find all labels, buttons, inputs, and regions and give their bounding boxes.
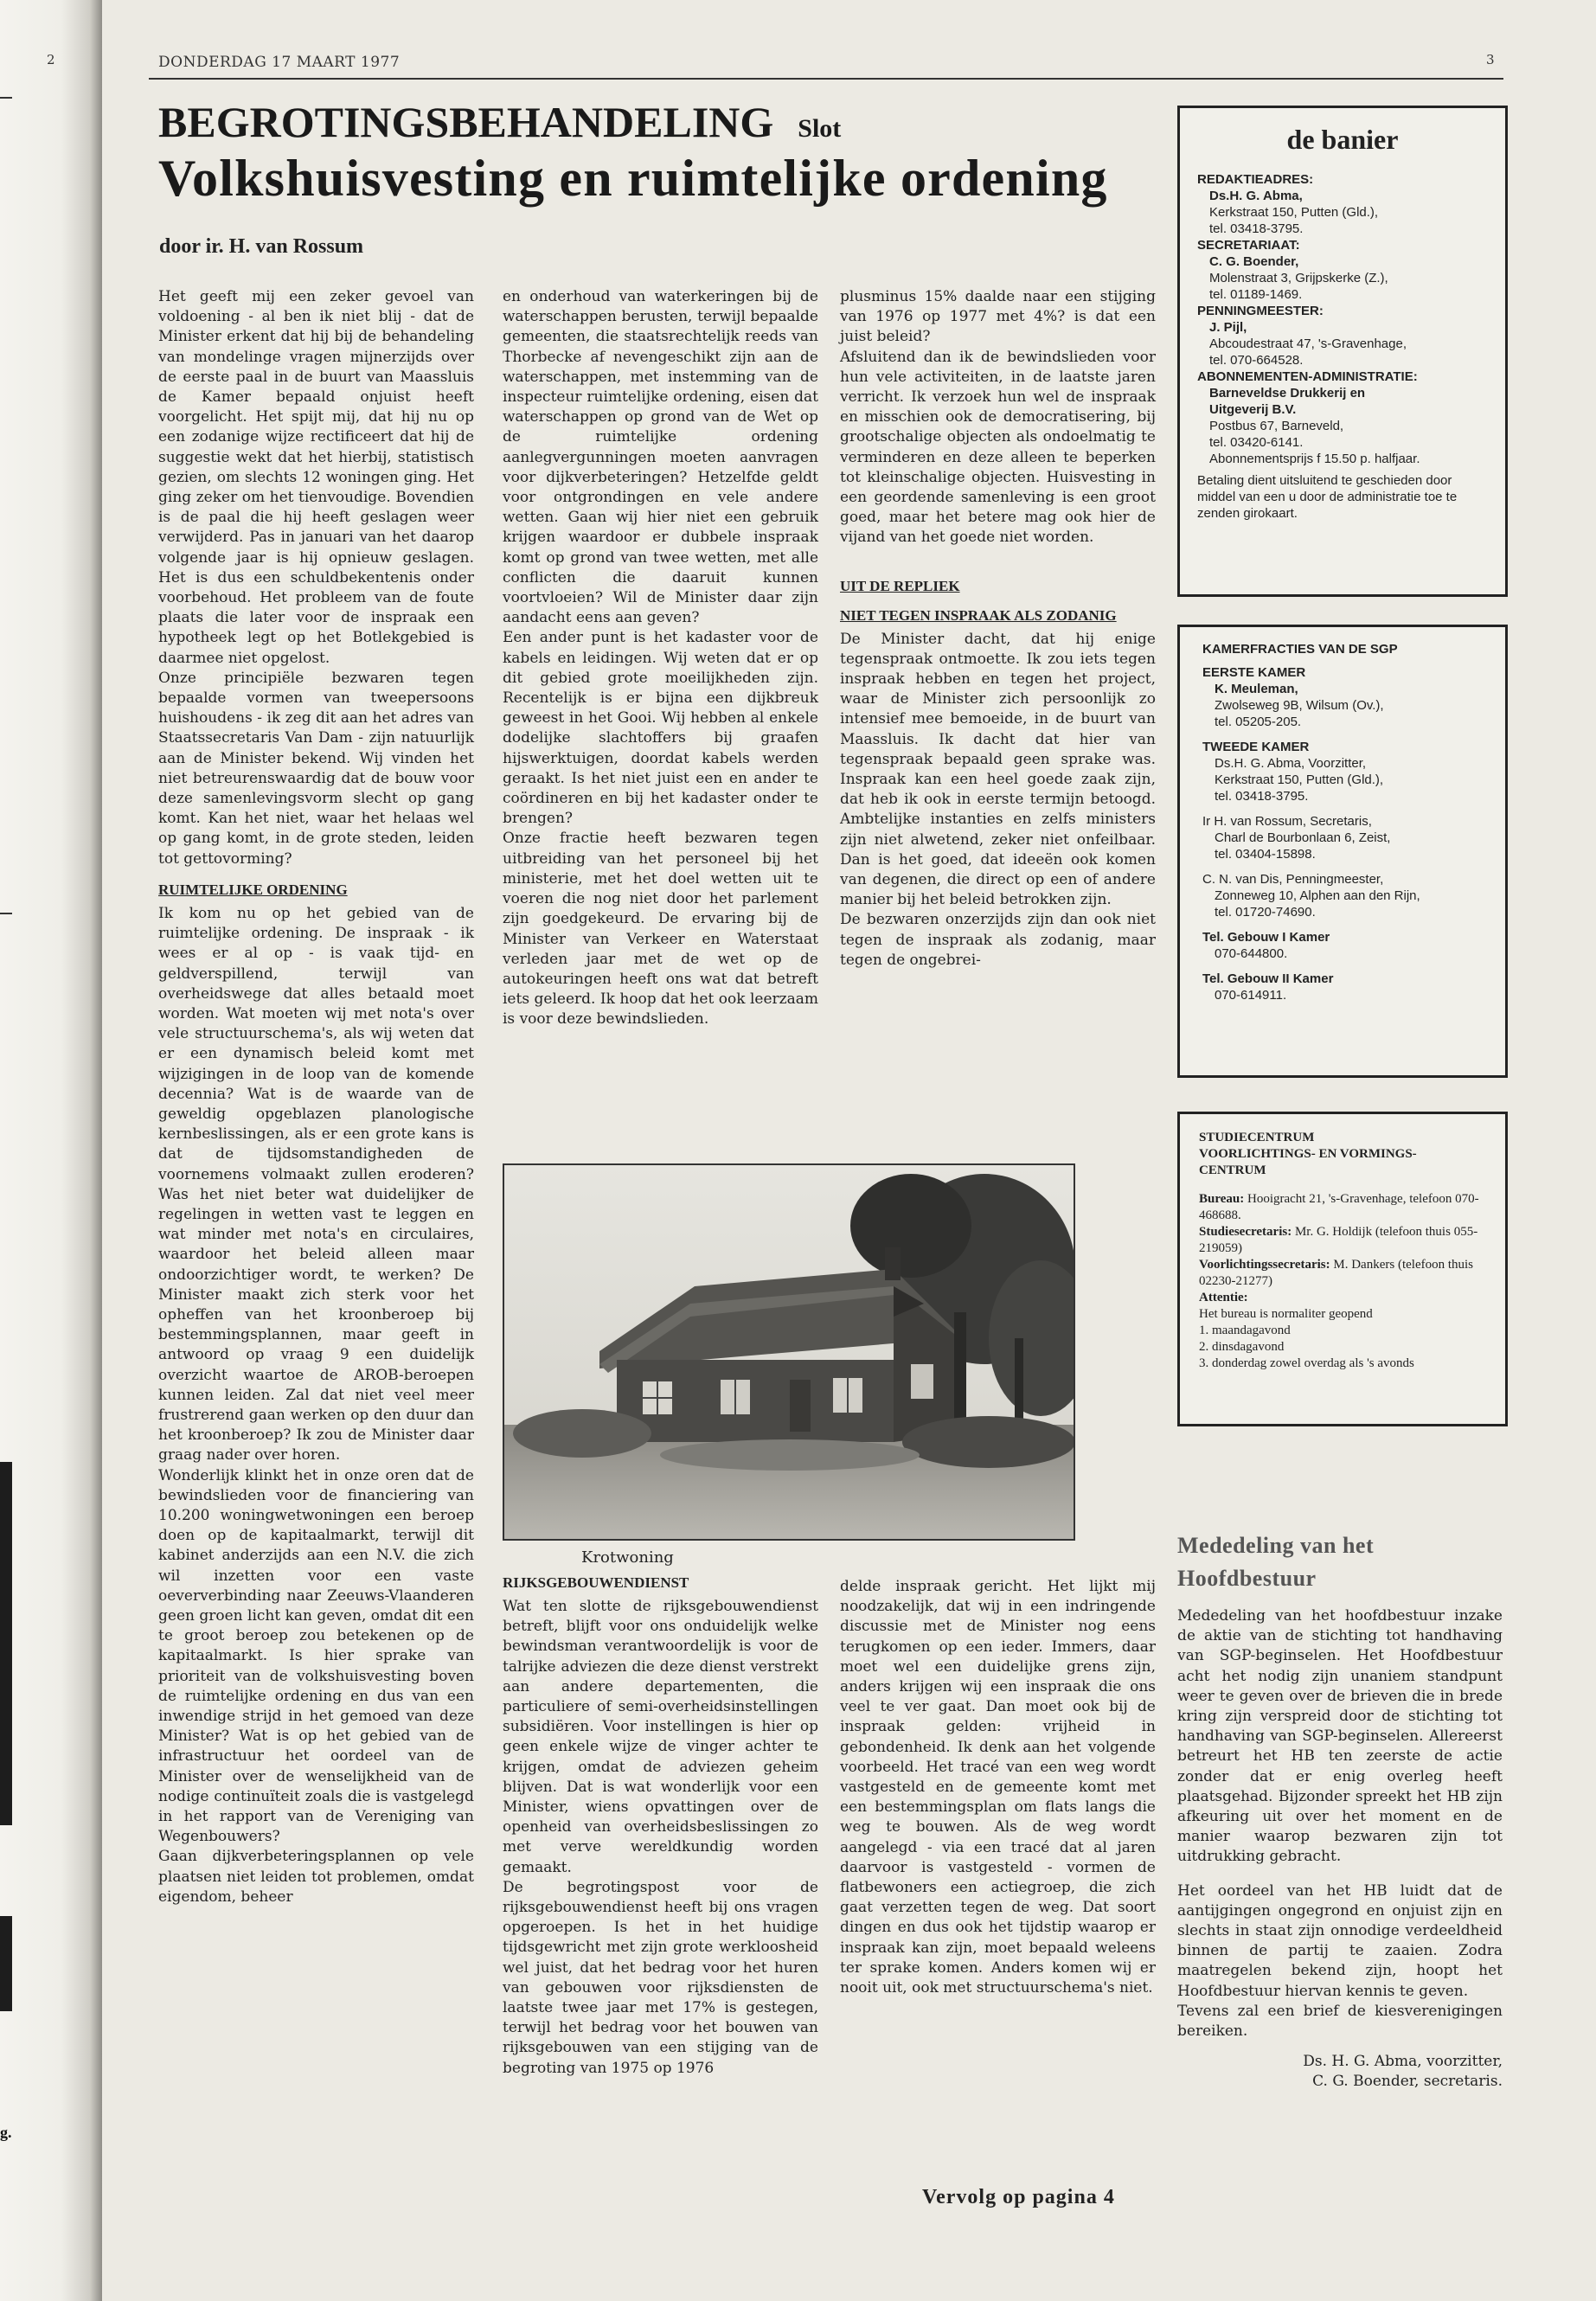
continued-notice: Vervolg op pagina 4: [922, 2186, 1115, 2208]
paragraph: Ik kom nu op het gebied van de ruimtelijke ordening. De inspraak - ik wees er al op - is vaak tijd- en geldverspillend, terwijl van overheidswege dat alles betaald moet worden. Wat moeten wij met nota's over vele structuurschema's, als wij weten dat er een dynamisch beleid komt met wijzigingen in de loop van de komende decennia? Wat is de waarde van de geweldig opgeblazen planologische kernbeslissingen, als er een grote kans is dat de tijdsomstandigheden de voornemens volmaakt zullen eroderen? Was het niet beter wat duidelijker de regelingen in wetten vast te leggen en wat minder met nota's en circulaires, waardoor het beleid alleen maar ondoorzichtiger wordt, te werken? De Minister maakt zich sterk voor het opheffen van het kroonberoep bij bestemmingsplannen, maar geeft in antwoord op vraag 9 een duidelijk overzicht waartoe de AROB-beroepen kunnen leiden. Zal dat niet veel meer frustrerend gaan werken op den duur dan het kroonberoep? Ik zou de Minister daar graag nader over horen.: [158, 904, 474, 1465]
value: 070-644800.: [1215, 946, 1288, 961]
paragraph: en onderhoud van waterkeringen bij de waterschappen berusten, terwijl bepaalde gemeenten, die staatsrechtelijk reeds van Thorbecke af nevengeschikt zijn aan de waterschappen, met instemming van de inspecteur ruimtelijke ordening, eisen dat waterschappen op grond van de Wet op de ruimtelijke ordening aanlegvergunningen moeten aanvragen voor dijkverbeteringen? Hetzelfde geldt voor ontgrondingen en vele andere wetten. Gaan wij hier niet een gebruik krijgen waardoor er dubbele inspraak komt op grond van twee wetten, met alle conflicten die daaruit kunnen voortvloeien? Wil de Minister daar zijn aandacht eens aan geven?: [503, 288, 818, 627]
value: tel. 070-664528.: [1209, 353, 1304, 368]
article-column-1: [158, 287, 474, 1907]
label-eerste-kamer: EERSTE KAMER: [1202, 665, 1306, 680]
value: J. Pijl,: [1209, 320, 1247, 335]
paragraph: plusminus 15% daalde naar een stijging van 1976 op 1977 met 4%? is dat een juist beleid?: [840, 288, 1156, 346]
box-title: KAMERFRACTIES VAN DE SGP: [1202, 642, 1398, 657]
gutter-dark-block: [0, 1916, 12, 2011]
value: K. Meuleman,: [1215, 682, 1298, 696]
value: Ir H. van Rossum, Secretaris,: [1202, 814, 1372, 829]
label-studie: Studiesecretaris:: [1199, 1225, 1292, 1239]
value: Charl de Bourbonlaan 6, Zeist,: [1215, 830, 1391, 845]
label-secretariaat: SECRETARIAAT:: [1197, 238, 1300, 253]
section-subheading: NIET TEGEN INSPRAAK ALS ZODANIG: [840, 606, 1117, 624]
value: Postbus 67, Barneveld,: [1209, 419, 1344, 433]
value: Abonnementsprijs f 15.50 p. halfjaar.: [1209, 452, 1420, 466]
label-tweede-kamer: TWEEDE KAMER: [1202, 740, 1310, 754]
box-title: CENTRUM: [1199, 1163, 1266, 1177]
article-column-2: [503, 287, 818, 1030]
studycenter-box: [1177, 1112, 1508, 1426]
value: Het bureau is normaliter geopend: [1199, 1307, 1373, 1321]
paragraph: Mededeling van het hoofdbestuur inzake de aktie van de stichting tot handhaving van SGP-beginselen. Het Hoofdbestuur acht het nodig zijn unaniem standpunt weer te geven over de brieven die in brede kring zijn verspreid door de stichting tot handhaving van SGP-beginselen. Allereerst betreurt het HB ten zeerste de actie zonder dat er enig overleg heeft plaatsgehad. Bijzonder spreekt het HB zijn afkeuring uit over het moment en de manier waarop bezwaren zijn tot uitdrukking gebracht.: [1177, 1607, 1503, 1866]
value: tel. 01720-74690.: [1215, 905, 1316, 920]
notice-title: Mededeling van het: [1177, 1533, 1375, 1558]
section-heading: UIT DE REPLIEK: [840, 577, 960, 594]
value: tel. 03418-3795.: [1209, 221, 1304, 236]
value: 2. dinsdagavond: [1199, 1340, 1285, 1354]
article-headline: Volkshuisvesting en ruimtelijke ordening: [158, 150, 1108, 207]
kicker-text: BEGROTINGSBEHANDELING: [158, 98, 774, 146]
paragraph: Een ander punt is het kadaster voor de kabels en leidingen. Wij weten dat er op dit gebied grote moeilijkheden zijn. Recentelijk is er bijna een dijkbreuk geweest in het Gooi. Wij hebben al enkele dodelijke slachtoffers bij graafen hijswerktuigen, doordat kabels werden geraakt. Is het niet juist een en ander te coördineren en bij het kadaster onder te brengen?: [503, 629, 818, 828]
running-header: DONDERDAG 17 MAART 1977: [158, 54, 401, 71]
photo-caption: Krotwoning: [581, 1548, 674, 1567]
signature: C. G. Boender, secretaris.: [1312, 2073, 1503, 2091]
label-attentie: Attentie:: [1199, 1291, 1248, 1304]
box-title: STUDIECENTRUM: [1199, 1131, 1315, 1144]
notice-column: [1177, 1606, 1503, 2093]
article-kicker: [158, 97, 841, 147]
label-penningmeester: PENNINGMEESTER:: [1197, 304, 1324, 318]
article-column-3: [840, 287, 1156, 971]
value: Barneveldse Drukkerij en: [1209, 386, 1366, 401]
gutter-rule: [0, 97, 12, 99]
section-heading: RIJKSGEBOUWENDIENST: [503, 1574, 689, 1591]
value: Zwolseweg 9B, Wilsum (Ov.),: [1215, 698, 1384, 713]
facing-page-gutter: [0, 0, 102, 2301]
value: tel. 03404-15898.: [1215, 847, 1316, 862]
value: 3. donderdag zowel overdag als 's avonds: [1199, 1356, 1414, 1370]
gutter-dark-block: [0, 1462, 12, 1825]
masthead-title: de banier: [1286, 124, 1399, 155]
value: C. N. van Dis, Penningmeester,: [1202, 872, 1384, 887]
paragraph: Wonderlijk klinkt het in onze oren dat de bewindslieden voor de financiering van 10.200 woningwetwoningen een beroep doen op de kapitaalmarkt, terwijl dit kabinet anderzijds aan een N.V. die zich wil inzetten voor een vaste oeververbinding naar Zeeuws-Vlaanderen geen groen licht kan geven, omdat dit een te groot beroep zou betekenen op de kapitaalmarkt. Is hier sprake van prioriteit van de volkshuisvesting boven de ruimtelijke ordening en dus van een inwendige strijd in het gemoed van deze Minister? Wat is op het gebied van de infrastructuur het oordeel van de Minister over de wenselijkheid van de nodige continuïteit zoals die is vastgelegd in het rapport van de Vereniging van Wegenbouwers?: [158, 1466, 474, 1846]
value: tel. 03418-3795.: [1215, 789, 1309, 804]
article-column-3-lower: [840, 1577, 1156, 1998]
masthead-box: [1177, 106, 1508, 597]
paragraph: Afsluitend dan ik de bewindslieden voor hun vele activiteiten, in de laatste jaren verricht. Ik verzoek hun wel de inspraak en misschien ook de democratisering, bij grootschalige objecten als ondoelmatig te verminderen en deze alleen te beperken tot kleinschalige objecten. Huisvesting in een geordende samenleving is een groot goed, maar het betere mag ook hier de vijand van het goede niet worden.: [840, 348, 1156, 547]
parliament-box: [1177, 625, 1508, 1078]
house-photo-illustration: [504, 1165, 1074, 1539]
gutter-fragment: g.: [0, 2124, 12, 2141]
value: Kerkstraat 150, Putten (Gld.),: [1209, 205, 1379, 220]
label-abonnementen: ABONNEMENTEN-ADMINISTRATIE:: [1197, 369, 1418, 384]
value: Hooigracht 21, 's-Gravenhage, telefoon 070-468688.: [1199, 1192, 1479, 1222]
payment-note: Betaling dient uitsluitend te geschieden door middel van een u door de administratie toe te zenden girokaart.: [1197, 473, 1458, 521]
box-title: VOORLICHTINGS- EN VORMINGS-: [1199, 1147, 1417, 1161]
paragraph: De bezwaren onzerzijds zijn dan ook niet tegen de inspraak als zodanig, maar tegen de ongebrei-: [840, 911, 1156, 969]
value: Molenstraat 3, Grijpskerke (Z.),: [1209, 271, 1388, 285]
right-page-number: 3: [1486, 52, 1495, 67]
left-page-number: 2: [47, 52, 55, 67]
header-rule: [149, 78, 1503, 80]
paragraph: Wat ten slotte de rijksgebouwendienst betreft, blijft voor ons onduidelijk welke bewindsman verantwoordelijk is voor de talrijke adviezen die deze dienst verstrekt aan andere departementen, die particuliere of semi-overheidsinstellingen subsidiëren. Voor instellingen is hier op geen enkele wijze de vinger achter te krijgen, omdat de adviezen geheim blijven. Dat is wat wonderlijk voor een Minister, wiens opvattingen over de openheid van overheidsbeslissingen zo met verve wereldkundig worden gemaakt.: [503, 1598, 818, 1876]
paragraph: delde inspraak gericht. Het lijkt mij noodzakelijk, dat wij in een indringende discussie met de Minister nog eens terugkomen op een ieder. Immers, daar moet wel een duidelijke grens zijn, anders krijgen wij een inspraak die ons veel te ver gaat. Dan moet ook bij de inspraak gelden: vrijheid in gebondenheid. Ik denk aan het volgende voorbeeld. Het tracé van een weg wordt vastgesteld en de gemeente komt met een bestemmingsplan om flats langs die weg te bouwen. Als de weg wordt aangelegd - via een tracé dat al jaren daarvoor is vastgesteld - vormen de flatbewoners een actiegroep, die zich gaat verzetten tegen de weg. Dat soort dingen en dus ook het tijdstip waarop er inspraak kan zijn, moet bepaald weleens ter sprake komen. Anders komen wij er nooit uit, ook met structuurschema's niet.: [840, 1578, 1156, 1997]
signature: Ds. H. G. Abma, voorzitter,: [1303, 2053, 1503, 2071]
label-redactie: REDAKTIEADRES:: [1197, 172, 1314, 187]
value: Tel. Gebouw I Kamer: [1202, 930, 1330, 945]
paragraph: Onze fractie heeft bezwaren tegen uitbreiding van het personeel bij het ministerie, met het doel wetten uit te voeren die nog niet door het parlement zijn goedgekeurd. De ervaring bij de Minister van Verkeer en Waterstaat verleden jaar met de wet op de autokeuringen heeft ons wat dat betreft iets geleerd. Ik hoop dat het ook leerzaam is voor deze bewindslieden.: [503, 830, 818, 1029]
label-voorlichting: Voorlichtingssecretaris:: [1199, 1258, 1330, 1272]
value: Ds.H. G. Abma,: [1209, 189, 1303, 203]
value: tel. 03420-6141.: [1209, 435, 1304, 450]
paragraph: Het oordeel van het HB luidt dat de aantijgingen ongegrond en onjuist zijn en slechts in staat zijn onnodige verdeeldheid binnen de partij te zaaien. Zodra maatregelen bekend zijn, hoopt het Hoofdbestuur hiervan kennis te geven.: [1177, 1881, 1503, 2000]
paragraph: Het geeft mij een zeker gevoel van voldoening - al ben ik niet blij - dat de Minister erkent dat hij bij de behandeling van mondelinge vragen mijnerzijds over de eerste paal in de buurt van Maassluis de Kamer bepaald onjuist heeft voorgelicht. Het spijt mij, dat hij nu op een zodanige wijze rectificeert dat hij de suggestie wekt dat het hierbij, statistisch gezien, om slechts 12 woningen ging. Het ging zeker om het tienvoudige. Bovendien is de paal die hij heeft geslagen weer verwijderd. Pas in januari van het daarop volgende jaar is hij opnieuw geslagen. Het is dus een schuldbekentenis onder voorbehoud. Het probleem van de foute plaats die later voor de inspraak een hypotheek legt op het Botlekgebied is daarmee niet opgelost.: [158, 288, 474, 667]
notice-title: Hoofdbestuur: [1177, 1566, 1317, 1591]
paragraph: Gaan dijkverbeteringsplannen op vele plaatsen niet leiden tot problemen, omdat eigendom, beheer: [158, 1848, 474, 1906]
section-heading: RUIMTELIJKE ORDENING: [158, 881, 348, 898]
value: M. Dankers (telefoon thuis 02230-21277): [1199, 1258, 1474, 1288]
value: tel. 01189-1469.: [1209, 287, 1303, 302]
kicker-tag: Slot: [798, 114, 842, 143]
paragraph: Onze principiële bezwaren tegen bepaalde vormen van tweepersoons huishoudens - ik zeg dit aan het adres van Staatssecretaris Van Dam - zijn natuurlijk aan de Minister bekend. Wij vinden het niet betreurenswaardig dat de bouw voor deze samenlevingsvorm slecht op gang komt. Kan het niet, waar het helaas wel op gang komt, in de grote steden, leiden tot gettovorming?: [158, 669, 474, 868]
label-bureau: Bureau:: [1199, 1192, 1245, 1206]
value: C. G. Boender,: [1209, 254, 1299, 269]
byline: door ir. H. van Rossum: [159, 235, 364, 258]
value: Mr. G. Holdijk (telefoon thuis 055-219059): [1199, 1225, 1478, 1255]
photo-krotwoning: [503, 1163, 1075, 1541]
value: Kerkstraat 150, Putten (Gld.),: [1215, 772, 1384, 787]
paragraph: Tevens zal een brief de kiesverenigingen bereiken.: [1177, 2002, 1503, 2041]
value: tel. 05205-205.: [1215, 715, 1302, 729]
value: Abcoudestraat 47, 's-Gravenhage,: [1209, 336, 1407, 351]
value: Uitgeverij B.V.: [1209, 402, 1297, 417]
value: Ds.H. G. Abma, Voorzitter,: [1215, 756, 1367, 771]
value: Zonneweg 10, Alphen aan den Rijn,: [1215, 888, 1420, 903]
paragraph: De Minister dacht, dat hij enige tegenspraak ontmoette. Ik zou iets tegen inspraak hebben en tegen het project, waar de Minister zich persoonlijk zo intensief mee bemoeide, in de buurt van Maassluis. Ik dacht dat hier van tegenspraak bepaald geen sprake was. Inspraak kan een heel goede zaak zijn, dat heb ik ook in eerste termijn betoogd. Ambtelijke instanties en zelfs ministers zijn niet alwetend, zeker niet onfeilbaar. Dan is het goed, dat ideeën ook komen van degenen, die direct op een of andere manier bij het beleid betrokken zijn.: [840, 630, 1156, 909]
value: 1. maandagavond: [1199, 1324, 1291, 1337]
value: 070-614911.: [1215, 988, 1287, 1003]
value: Tel. Gebouw II Kamer: [1202, 971, 1334, 986]
article-column-2-lower: [503, 1574, 818, 2079]
paragraph: De begrotingspost voor de rijksgebouwendienst heeft bij ons vragen opgeroepen. Is het in het huidige tijdsgewricht met zijn grote werkloosheid wel juist, dat het bedrag voor het huren van gebouwen voor rijksdiensten de laatste twee jaar met 17% is gestegen, terwijl het bedrag voor het bouwen van rijksgebouwen van een stijging van de begroting van 1975 op 1976: [503, 1878, 818, 2077]
gutter-rule: [0, 913, 12, 914]
